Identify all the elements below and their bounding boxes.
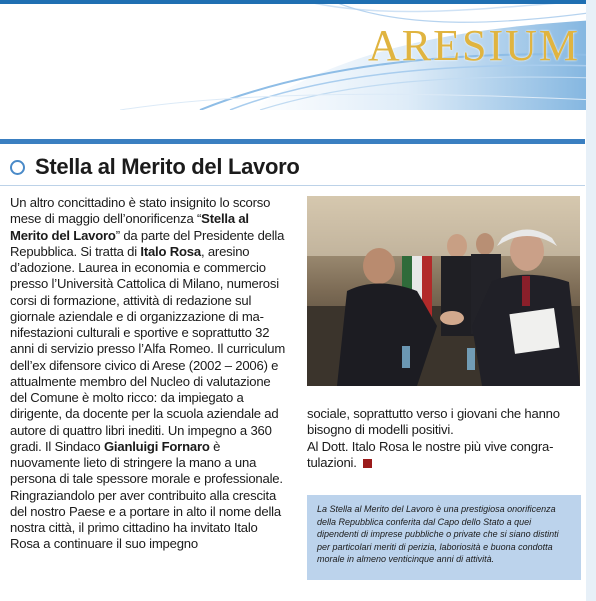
end-of-article-icon: [363, 459, 372, 468]
article-continuation: [307, 406, 581, 471]
ceremony-photo: [307, 196, 580, 386]
person-name: Italo Rosa: [140, 243, 201, 259]
article-title-row: [10, 153, 300, 181]
top-accent-bar: [0, 0, 596, 4]
text-run: è nuovamente lieto di stringere la mano a una persona di tale spessore morale e professionale. Ringraziandolo per aver contribuito alla crescita del nostro Paese e a portare in alto il nome della nostra città, il primo cittadino ha invitato Italo Rosa a continuare il suo impegno: [10, 438, 283, 552]
title-divider: [0, 185, 585, 186]
article-paragraph: [10, 195, 290, 553]
handshake-photo-illustration: [307, 196, 580, 386]
section-rule: [0, 139, 585, 144]
info-box: [307, 495, 581, 580]
header-banner: [0, 0, 596, 110]
brand-logo: ARESIUM: [367, 21, 580, 70]
page-edge: [586, 0, 596, 601]
text-run: ” da parte del Presidente della Repubblica. Si tratta di: [10, 227, 285, 259]
circle-bullet-icon: [10, 160, 25, 175]
text-run: Al Dott. Italo Rosa le nostre più vive congratulazioni.: [307, 438, 554, 470]
congratulations-paragraph: [307, 439, 581, 472]
text-run: Un altro concittadino è stato insignito lo scorso mese di maggio dell’onorificenza “: [10, 195, 271, 227]
award-name: Stella al Merito del Lavoro: [10, 211, 249, 243]
article-body: [10, 195, 290, 553]
mayor-name: Gianluigi Fornaro: [103, 438, 210, 454]
continuation-paragraph: sociale, soprattutto verso i giovani che hanno bisogno di modelli positivi.: [307, 406, 560, 438]
text-run: , aresino d’adozione. Laurea in economia e commercio presso l’Università Cattolica di Milano, numerosi corsi di formazione, attività di redazione sul giornale aziendale e di organizzazione di manifestazioni culturali e sportive e soprattutto 32 anni di servizio presso l’Alfa Romeo. Il curriculum dell’ex difensore civico di Arese (2002 – 2006) e attualmente membro del Nucleo di valutazione del Comune è molto ricco: da impiegato a dirigente, da docente per la scuola aziendale ad autore di quattro libri inediti. Un impegno a 360 gradi. Il Sindaco: [10, 243, 286, 454]
article-title: Stella al Merito del Lavoro: [35, 154, 300, 179]
info-box-text: La Stella al Merito del Lavoro è una prestigiosa onorificenza della Repubblica conferita dal Capo dello Stato a quei dipendenti di imprese pubbliche o private che si siano distinti per particolari meriti di perizia, laboriosità e buona condotta morale in almeno venticinque anni di attività.: [317, 504, 559, 565]
